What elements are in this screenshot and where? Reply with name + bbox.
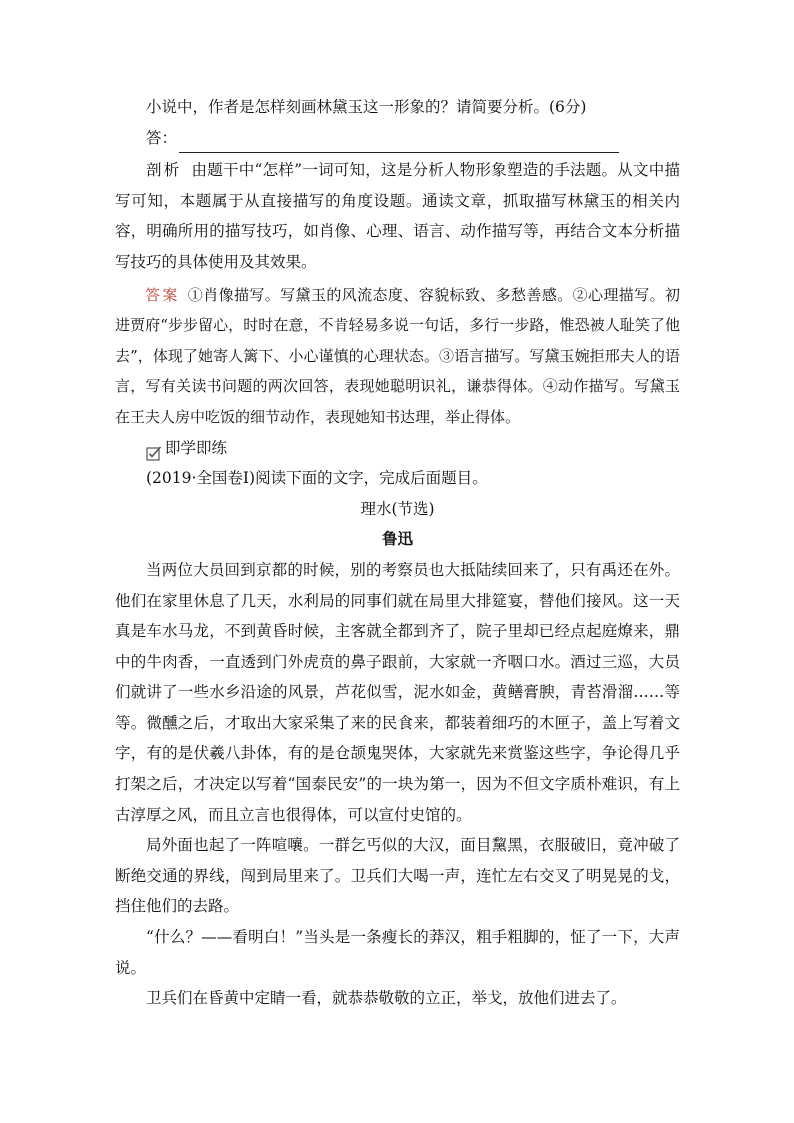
- analysis-paragraph: [115, 155, 680, 277]
- passage-author: 鲁迅: [381, 529, 413, 549]
- passage-paragraph-4: 卫兵们在昏黄中定睛一看，就恭恭敬敬的立正，举戈，放他们进去了。: [146, 989, 627, 1008]
- answer-paragraph: [115, 280, 680, 433]
- answer-text: ①肖像描写。写黛玉的风流态度、容貌标致、多愁善感。②心理描写。初进贾府“步步留心，时时在意，不肯轻易多说一句话，多行一步路，惟恐被人耻笑了他去”，体现了她寄人篱下、小心谨慎的心理状态。③语言描写。写黛玉婉拒邢夫人的语言，写有关读书问题的两次回答，表现她聪明识礼，谦恭得体。④动作描写。写黛玉在王夫人房中吃饭的细节动作，表现她知书达理，举止得体。: [115, 285, 680, 426]
- answer-blank-row: [115, 123, 680, 154]
- passage-title: 理水(节选): [360, 499, 435, 518]
- source-line: (2019·全国卷Ⅰ)阅读下面的文字，完成后面题目。: [146, 469, 488, 488]
- answer-prompt: 答：: [146, 128, 178, 147]
- practice-heading: [115, 433, 680, 464]
- passage-paragraph-1: 当两位大员回到京都的时候，别的考察员也大抵陆续回来了，只有禹还在外。他们在家里休息了几天，水利局的同事们就在局里大排筵宴，替他们接风。这一天真是车水马龙，不到黄昏时候，主客就全都到齐了，院子里却已经点起庭燎来，鼎中的牛肉香，一直透到门外虎贲的鼻子跟前，大家就一齐咽口水。酒过三巡，大员们就讲了一些水乡沿途的风景，芦花似雪，泥水如金，黄鳝膏腴，青苔滑溜……等等。微醺之后，才取出大家采集了来的民食来，都装着细巧的木匣子，盖上写着文字，有的是伏羲八卦体，有的是仓颉鬼哭体，大家就先来赏鉴这些字，争论得几乎打架之后，才决定以写着“国泰民安”的一块为第一，因为不但文字质朴难识，有上古淳厚之风，而且立言也很得体，可以宣付史馆的。: [115, 560, 680, 824]
- question-text: 小说中，作者是怎样刻画林黛玉这一形象的？请简要分析。(6分): [146, 98, 587, 116]
- checkbox-pencil-icon: [146, 441, 162, 457]
- passage-paragraph-3: “什么？——看明白！”当头是一条瘦长的莽汉，粗手粗脚的，怔了一下，大声说。: [115, 928, 680, 977]
- answer-label: 答案: [145, 285, 180, 304]
- analysis-text: 由题干中“怎样”一词可知，这是分析人物形象塑造的手法题。从文中描写可知，本题属于从直接描写的角度设题。通读文章，抓取描写林黛玉的相关内容，明确所用的描写技巧，如肖像、心理、语言、动作描写等，再结合文本分析描写技巧的具体使用及其效果。: [115, 161, 680, 271]
- analysis-label: 剖析: [146, 161, 182, 180]
- document-content: [115, 92, 680, 1014]
- answer-blank-line[interactable]: [179, 134, 619, 153]
- practice-label: 即学即练: [165, 438, 228, 457]
- passage-paragraph-2: 局外面也起了一阵喧嚷。一群乞丐似的大汉，面目黧黑，衣服破旧，竟冲破了断绝交通的界线，闯到局里来了。卫兵们大喝一声，连忙左右交叉了明晃晃的戈，挡住他们的去路。: [115, 836, 680, 916]
